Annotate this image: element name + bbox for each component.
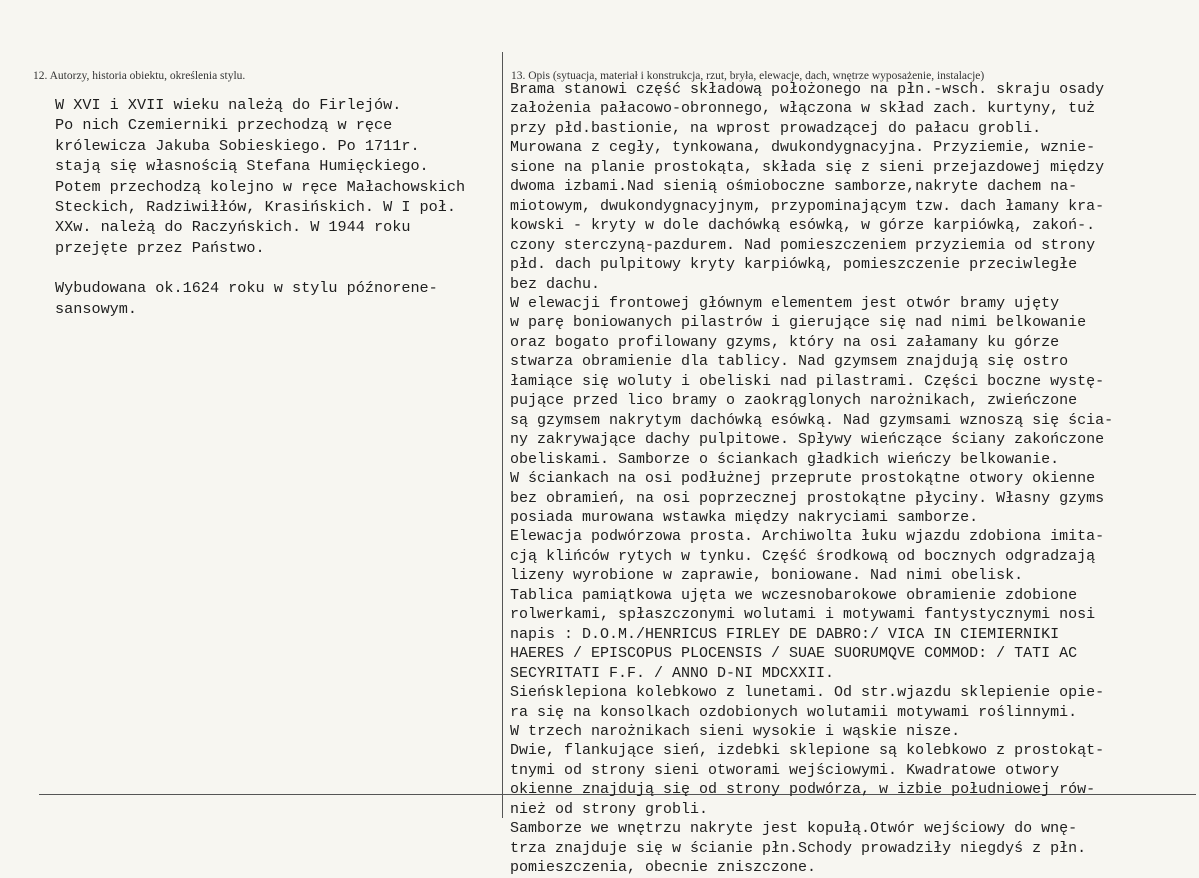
- text-line: XXw. należą do Raczyńskich. W 1944 roku: [55, 218, 411, 237]
- text-line: Dwie, flankujące sień, izdebki sklepione są kolebkowo z prostokąt-: [510, 742, 1105, 760]
- history-text: [55, 95, 500, 319]
- text-line: Po nich Czemierniki przechodzą w ręce: [55, 116, 393, 135]
- text-line: W XVI i XVII wieku należą do Firlejów.: [55, 96, 402, 114]
- section-13-header: 13. Opis (sytuacja, materiał i konstrukcja, rzut, bryła, elewacje, dach, wnętrze wyposażenie, instalacje): [511, 70, 985, 82]
- text-line: posiada murowana wstawka między nakryciami samborze.: [510, 508, 979, 526]
- text-line: założenia pałacowo-obronnego, włączona w skład zach. kurtyny, tuż: [510, 100, 1096, 118]
- text-line: pujące przed lico bramy o zaokrąglonych narożnikach, zwieńczone: [510, 392, 1078, 410]
- paragraph-gap: [55, 258, 500, 278]
- text-line: HAERES / EPISCOPUS PLOCENSIS / SUAE SUORUMQVE COMMOD: / TATI AC: [510, 645, 1078, 663]
- text-line: przejęte przez Państwo.: [55, 238, 265, 257]
- text-line: lizeny wyrobione w zaprawie, boniowane. Nad nimi obelisk.: [510, 567, 1024, 585]
- text-line: ra się na konsolkach ozdobionych wolutamii motywami roślinnymi.: [510, 703, 1078, 721]
- text-line: napis : D.O.M./HENRICUS FIRLEY DE DABRO:/ VICA IN CIEMIERNIKI: [510, 625, 1060, 643]
- text-line: obeliskami. Samborze o ściankach gładkich wieńczy belkowanie.: [510, 450, 1060, 468]
- text-line: W trzech narożnikach sieni wysokie i wąskie nisze.: [510, 722, 961, 740]
- text-line: SECYRITATI F.F. / ANNO D-NI MDCXXII.: [510, 664, 835, 682]
- text-line: płd. dach pulpitowy kryty karpiówką, pomieszczenie przeciwległe: [510, 256, 1078, 274]
- text-line: ny zakrywające dachy pulpitowe. Spływy wieńczące ściany zakończone: [510, 431, 1105, 449]
- text-line: dwoma izbami.Nad sienią ośmioboczne samborze,nakryte dachem na-: [510, 178, 1078, 196]
- text-line: sansowym.: [55, 299, 138, 318]
- text-line: W elewacji frontowej głównym elementem jest otwór bramy ujęty: [510, 294, 1060, 312]
- column-divider: [502, 52, 503, 818]
- description-text: [510, 80, 1195, 878]
- text-line: czony sterczyną-pazdurem. Nad pomieszczeniem przyziemia od strony: [510, 236, 1096, 254]
- text-line: rolwerkami, spłaszczonymi wolutami i motywami fantystycznymi nosi: [510, 606, 1096, 624]
- text-line: Brama stanowi część składową położonego na płn.-wsch. skraju osady: [510, 81, 1105, 98]
- text-line: Sieńsklepiona kolebkowo z lunetami. Od str.wjazdu sklepienie opie-: [510, 684, 1105, 702]
- text-line: łamiące się woluty i obeliski nad pilastrami. Części boczne wystę-: [510, 372, 1105, 390]
- section-12-header: 12. Autorzy, historia obiektu, określenia stylu.: [33, 70, 246, 82]
- text-line: bez dachu.: [510, 275, 601, 293]
- text-line: miotowym, dwukondygnacyjnym, przypominającym tzw. dach łamany kra-: [510, 197, 1105, 215]
- text-line: oraz bogato profilowany gzyms, który na osi załamany ku górze: [510, 333, 1060, 351]
- text-line: nież od strony grobli.: [510, 800, 709, 818]
- text-line: Steckich, Radziwiłłów, Krasińskich. W I poł.: [55, 198, 457, 217]
- text-line: przy płd.bastionie, na wprost prowadzącej do pałacu grobli.: [510, 119, 1042, 137]
- text-line: stwarza obramienie dla tablicy. Nad gzymsem znajdują się ostro: [510, 353, 1069, 371]
- text-line: bez obramień, na osi poprzecznej prostokątne płyciny. Własny gzyms: [510, 489, 1105, 507]
- text-line: stają się własnością Stefana Humięckiego.: [55, 157, 429, 176]
- text-line: Tablica pamiątkowa ujęta we wczesnobarokowe obramienie zdobione: [510, 586, 1078, 604]
- text-line: pomieszczenia, obecnie zniszczone.: [510, 859, 817, 877]
- text-line: Murowana z cegły, tynkowana, dwukondygnacyjna. Przyziemie, wznie-: [510, 139, 1096, 157]
- text-line: Elewacja podwórzowa prosta. Archiwolta łuku wjazdu zdobiona imita-: [510, 528, 1105, 546]
- text-line: trza znajduje się w ścianie płn.Schody prowadziły niegdyś z płn.: [510, 839, 1087, 857]
- text-line: cją klińców rytych w tynku. Część środkową od bocznych odgradzają: [510, 547, 1096, 565]
- text-line: sione na planie prostokąta, składa się z sieni przejazdowej między: [510, 158, 1105, 176]
- text-line: tnymi od strony sieni otworami wejściowymi. Kwadratowe otwory: [510, 761, 1060, 779]
- text-line: Wybudowana ok.1624 roku w stylu późnorene-: [55, 279, 438, 298]
- text-line: Potem przechodzą kolejno w ręce Małachowskich: [55, 177, 466, 196]
- text-line: w parę boniowanych pilastrów i gierujące się nad nimi belkowanie: [510, 314, 1087, 332]
- text-line: okienne znajdują się od strony podwórza, w izbie południowej rów-: [510, 781, 1096, 799]
- text-line: królewicza Jakuba Sobieskiego. Po 1711r.: [55, 136, 420, 155]
- text-line: kowski - kryty w dole dachówką esówką, w górze karpiówką, zakoń-.: [510, 217, 1096, 235]
- text-line: W ściankach na osi podłużnej przeprute prostokątne otwory okienne: [510, 470, 1096, 488]
- text-line: są gzymsem nakrytym dachówką esówką. Nad gzymsami wznoszą się ścia-: [510, 411, 1114, 429]
- text-line: Samborze we wnętrzu nakryte jest kopułą.Otwór wejściowy do wnę-: [510, 820, 1078, 838]
